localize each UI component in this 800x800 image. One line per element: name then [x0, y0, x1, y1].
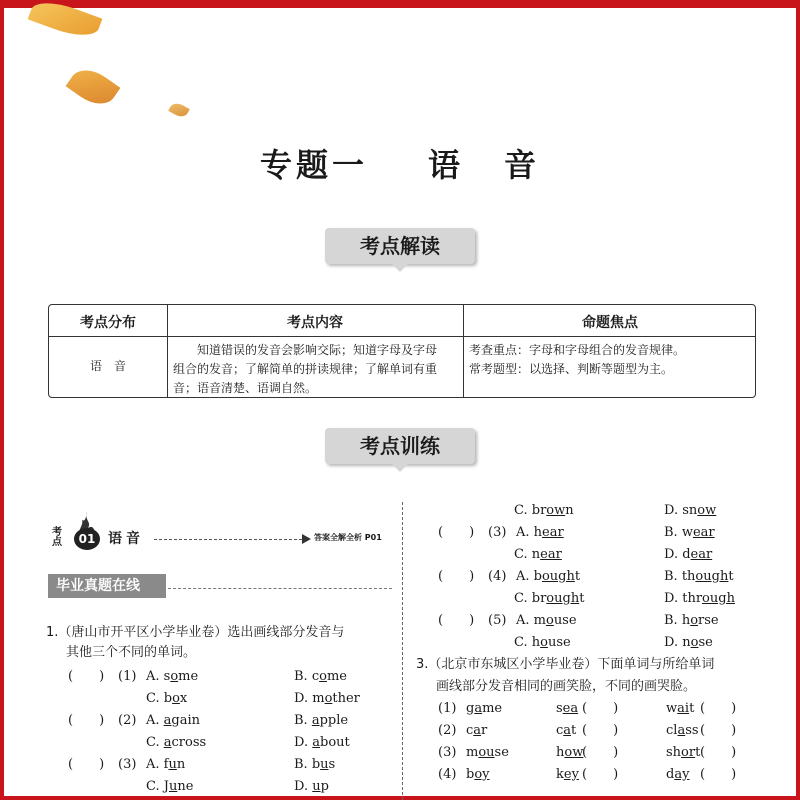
title-part1: 专题一 [259, 146, 368, 184]
item-number: (2) [438, 723, 457, 738]
option-c: C. across [146, 735, 207, 750]
given-word: boy [466, 767, 490, 782]
answer-blank[interactable]: ( ) [700, 701, 737, 716]
option-a: A. bought [516, 569, 581, 584]
option-d: D. about [294, 735, 350, 750]
banner-pointer [392, 264, 408, 272]
option-c: C. June [146, 779, 194, 794]
option-a: A. again [146, 713, 201, 728]
banner-pointer [392, 464, 408, 472]
table-focus-cell [469, 341, 753, 379]
given-word: car [466, 723, 488, 738]
question-3-stem: 画线部分发音相同的画笑脸，不同的画哭脸。 [436, 679, 697, 694]
table-content-cell [173, 341, 459, 398]
section-banner-analysis [325, 228, 475, 264]
content-line: 组合的发音；了解简单的拼读规律；了解单词有重 [173, 362, 438, 376]
answer-blank[interactable]: ( ) [582, 723, 619, 738]
table-header [49, 305, 755, 337]
item-number: (1) [438, 701, 457, 716]
option-c: C. brought [514, 591, 585, 606]
section-banner-label: 考点解读 [360, 234, 440, 258]
compare-word: sea [556, 701, 579, 716]
exam-point-number: 01 [74, 528, 100, 550]
answer-blank[interactable]: ( ) [438, 525, 475, 540]
item-number: (3) [438, 745, 457, 760]
compare-word: day [666, 767, 690, 782]
answer-blank[interactable]: ( ) [68, 669, 105, 684]
answer-blank[interactable]: ( ) [68, 757, 105, 772]
option-a: A. hear [516, 525, 564, 540]
option-d: D. nose [664, 635, 713, 650]
dashed-line [168, 588, 392, 589]
option-c: C. brown [514, 503, 574, 518]
exam-point-sub: 考点 [52, 527, 62, 548]
option-b: B. apple [294, 713, 349, 728]
table-divider [463, 305, 464, 397]
table-header-cell: 考点分布 [80, 315, 136, 331]
item-number: (3) [488, 525, 507, 540]
question-1-stem: 其他三个不同的单词。 [66, 645, 197, 660]
content-line: 音；语音清楚、语调自然。 [173, 381, 318, 395]
exam-point-tag [46, 512, 402, 552]
answer-blank[interactable]: ( ) [582, 701, 619, 716]
maple-leaf-icon [66, 62, 121, 113]
item-number: (2) [118, 713, 137, 728]
answer-reference: 答案全解全析 P01 [314, 533, 382, 542]
title-part3: 音 [504, 146, 541, 184]
content-line: 知道错误的发音会影响交际；知道字母及字母 [197, 343, 438, 357]
dashed-line [154, 539, 302, 540]
compare-word: wait [666, 701, 695, 716]
item-number: (5) [488, 613, 507, 628]
exam-point-title: 语音 [108, 531, 144, 547]
option-d: D. snow [664, 503, 717, 518]
answer-blank[interactable]: ( ) [582, 767, 619, 782]
option-c: C. box [146, 691, 188, 706]
column-divider [402, 502, 403, 800]
page-title [0, 140, 800, 186]
table-divider [167, 305, 168, 397]
arrow-icon [302, 534, 311, 544]
option-b: B. horse [664, 613, 719, 628]
option-b: B. bus [294, 757, 336, 772]
compare-word: key [556, 767, 579, 782]
answer-blank[interactable]: ( ) [438, 569, 475, 584]
answer-blank[interactable]: ( ) [700, 723, 737, 738]
compare-word: short [666, 745, 701, 760]
top-border [0, 0, 800, 8]
given-word: mouse [466, 745, 509, 760]
focus-line: 考查重点：字母和字母组合的发音规律。 [469, 343, 686, 357]
item-number: (3) [118, 757, 137, 772]
answer-blank[interactable]: ( ) [438, 613, 475, 628]
maple-leaf-icon [168, 100, 190, 119]
table-header-cell: 命题焦点 [582, 315, 638, 331]
compare-word: class [666, 723, 699, 738]
item-number: (4) [438, 767, 457, 782]
question-1-stem: 1.（唐山市开平区小学毕业卷）选出画线部分发音与 [46, 625, 345, 640]
option-d: D. dear [664, 547, 713, 562]
option-c: C. near [514, 547, 562, 562]
section-banner-label: 考点训练 [360, 434, 440, 458]
option-d: D. up [294, 779, 329, 794]
question-3-stem: 3.（北京市东城区小学毕业卷）下面单词与所给单词 [416, 657, 715, 672]
option-b: B. come [294, 669, 347, 684]
option-b: B. thought [664, 569, 734, 584]
option-a: A. mouse [516, 613, 577, 628]
option-a: A. fun [146, 757, 186, 772]
option-a: A. some [146, 669, 199, 684]
answer-blank[interactable]: ( ) [68, 713, 105, 728]
section-banner-training [325, 428, 475, 464]
option-d: D. through [664, 591, 735, 606]
focus-line: 常考题型：以选择、判断等题型为主。 [469, 362, 674, 376]
option-c: C. house [514, 635, 571, 650]
answer-blank[interactable]: ( ) [700, 745, 737, 760]
item-number: (1) [118, 669, 137, 684]
item-number: (4) [488, 569, 507, 584]
sub-section-banner: 毕业真题在线 [48, 574, 166, 598]
title-part2: 语 [427, 146, 464, 184]
given-word: game [466, 701, 503, 716]
exam-point-table [48, 304, 756, 398]
compare-word: how [556, 745, 584, 760]
table-header-cell: 考点内容 [287, 315, 343, 331]
answer-blank[interactable]: ( ) [582, 745, 619, 760]
compare-word: cat [556, 723, 577, 738]
option-d: D. mother [294, 691, 360, 706]
option-b: B. wear [664, 525, 715, 540]
answer-blank[interactable]: ( ) [700, 767, 737, 782]
table-topic-cell: 语 音 [89, 359, 126, 373]
